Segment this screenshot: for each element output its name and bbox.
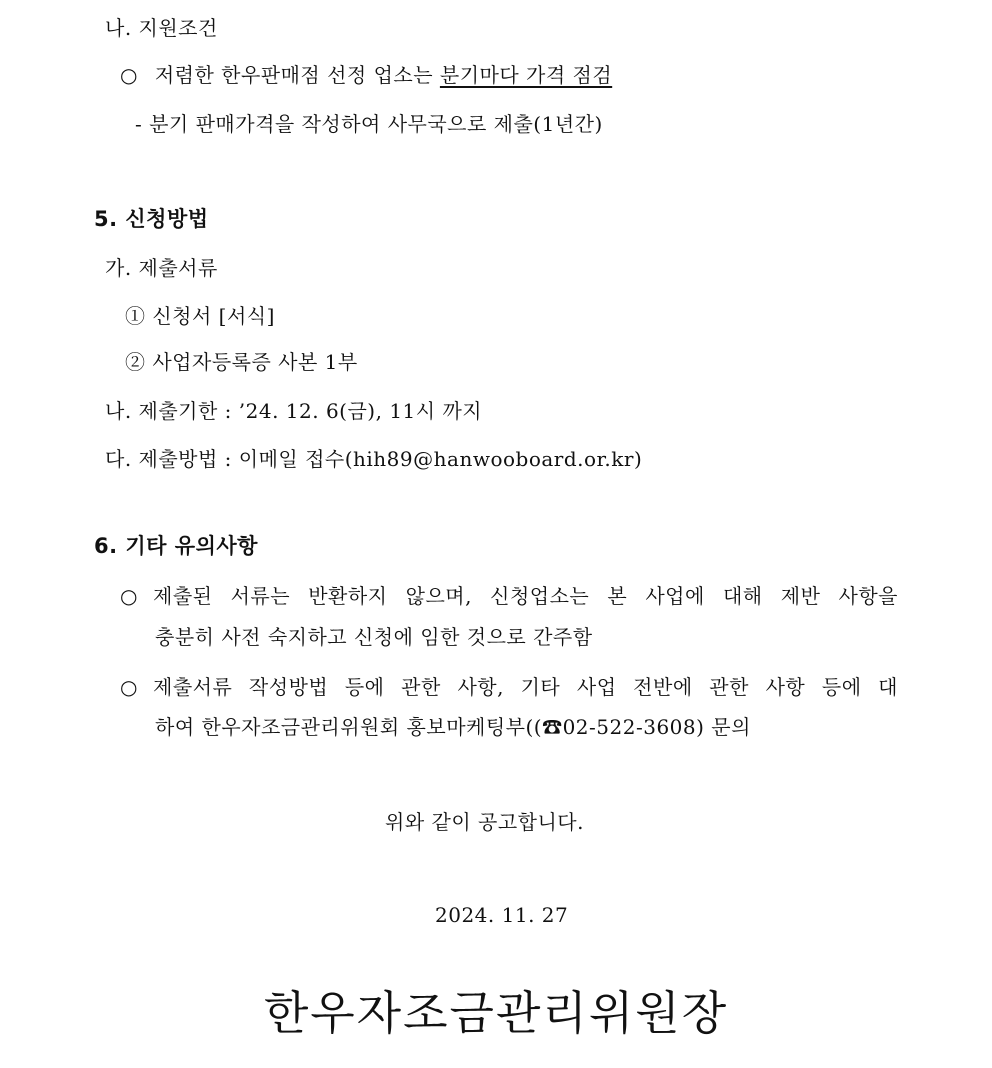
closing-statement: 위와 같이 공고합니다. [385,810,584,834]
support-item-text: 저렴한 한우판매점 선정 업소는 [154,63,440,87]
support-item-underlined: 분기마다 가격 점검 [439,63,613,87]
note-2-line-2: 하여 한우자조금관리위원회 홍보마케팅부((☎02-522-3608) 문의 [155,715,751,739]
note-1-line-2: 충분히 사전 숙지하고 신청에 임한 것으로 간주함 [155,625,593,649]
note-bullet-icon: ○ [120,584,138,608]
note-1-line-1: 제출된 서류는 반환하지 않으며, 신청업소는 본 사업에 대해 제반 사항을 [153,584,898,608]
support-sub-item: - 분기 판매가격을 작성하여 사무국으로 제출(1년간) [135,112,603,136]
signature: 한우자조금관리위원장 [263,986,729,1040]
document-item: ② 사업자등록증 사본 1부 [125,350,358,374]
note-2-line-1: 제출서류 작성방법 등에 관한 사항, 기타 사업 전반에 관한 사항 등에 대 [153,675,898,699]
note-bullet-icon: ○ [120,675,138,699]
section6-title: 6. 기타 유의사항 [94,534,258,558]
announcement-date: 2024. 11. 27 [435,903,569,927]
support-item [120,61,612,89]
support-heading: 나. 지원조건 [105,16,218,40]
section5-title: 5. 신청방법 [94,207,209,231]
bullet-icon: ○ [120,63,138,87]
submission-method: 다. 제출방법 : 이메일 접수(hih89@hanwooboard.or.kr) [105,447,643,471]
documents-heading: 가. 제출서류 [105,256,218,280]
deadline: 나. 제출기한 : ’24. 12. 6(금), 11시 까지 [105,399,483,423]
document-item: ① 신청서 [서식] [125,304,275,328]
